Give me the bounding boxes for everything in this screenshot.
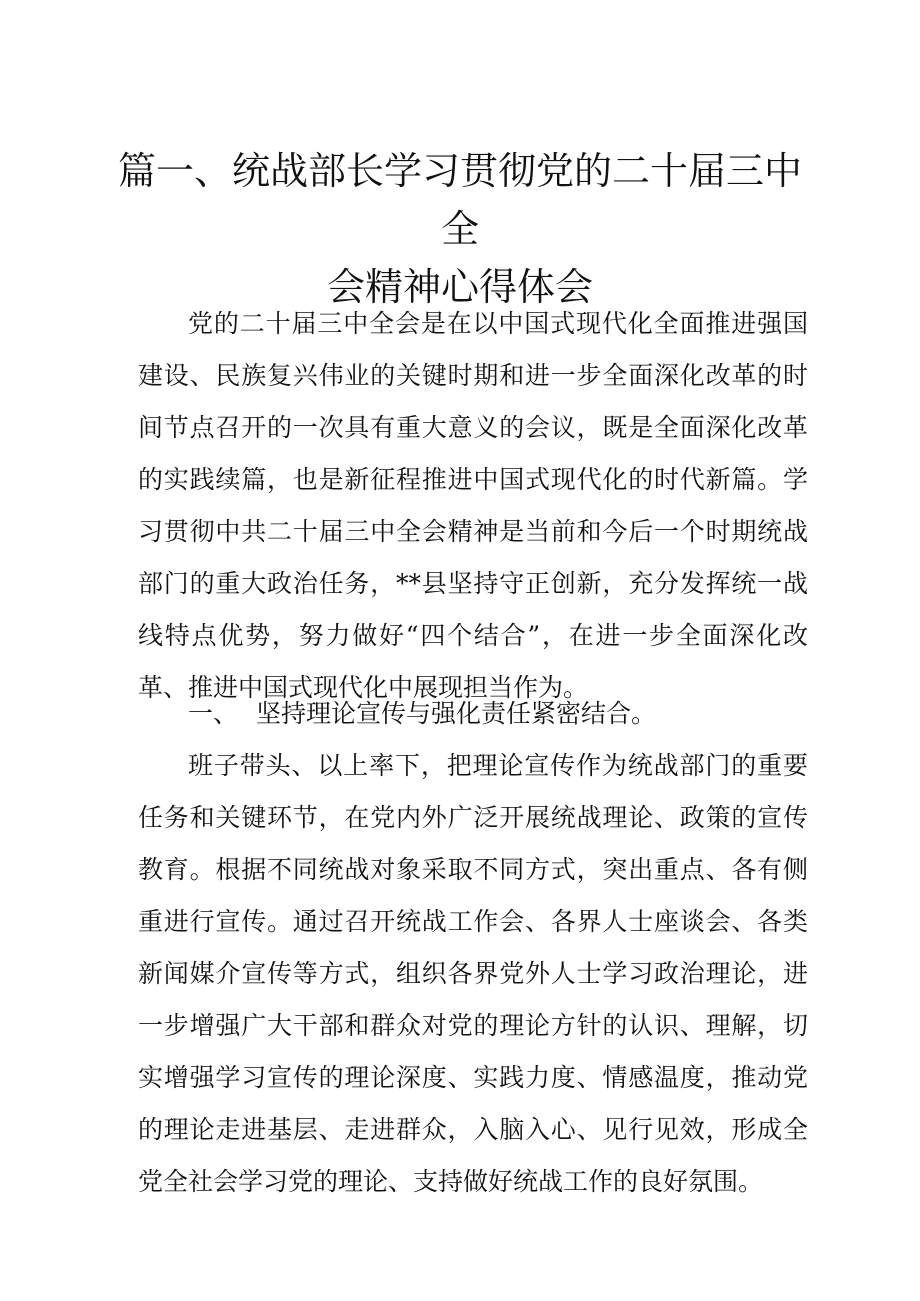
section-heading-text: 坚持理论宣传与强化责任紧密结合。: [256, 699, 657, 728]
section-1-paragraph: 班子带头、以上率下，把理论宣传作为统战部门的重要任务和关键环节，在党内外广泛开展统战理论、政策的宣传教育。根据不同统战对象采取不同方式，突出重点、各有侧重进行宣传。通过召开统战工作会、各界人士座谈会、各类新闻媒介宣传等方式，组织各界党外人士学习政治理论，进一步增强广大干部和群众对党的理论方针的认识、理解，切实增强学习宣传的理论深度、实践力度、情感温度，推动党的理论走进基层、走进群众，入脑入心、见行见效，形成全党全社会学习党的理论、支持做好统战工作的良好氛围。: [138, 751, 808, 1196]
section-heading-1: [188, 688, 808, 740]
document-title-line-1: 篇一、统战部长学习贯彻党的二十届三中全: [117, 149, 802, 251]
document-title: [110, 142, 810, 316]
intro-paragraph: 党的二十届三中全会是在以中国式现代化全面推进强国建设、民族复兴伟业的关键时期和进一步全面深化改革的时间节点召开的一次具有重大意义的会议，既是全面深化改革的实践续篇，也是新征程推进中国式现代化的时代新篇。学习贯彻中共二十届三中全会精神是当前和今后一个时期统战部门的重大政治任务，**县坚持守正创新，充分发挥统一战线特点优势，努力做好“四个结合”，在进一步全面深化改革、推进中国式现代化中展现担当作为。: [138, 309, 808, 702]
document-title-line-2: 会精神心得体会: [326, 265, 593, 309]
section-number: 一、: [188, 699, 239, 728]
